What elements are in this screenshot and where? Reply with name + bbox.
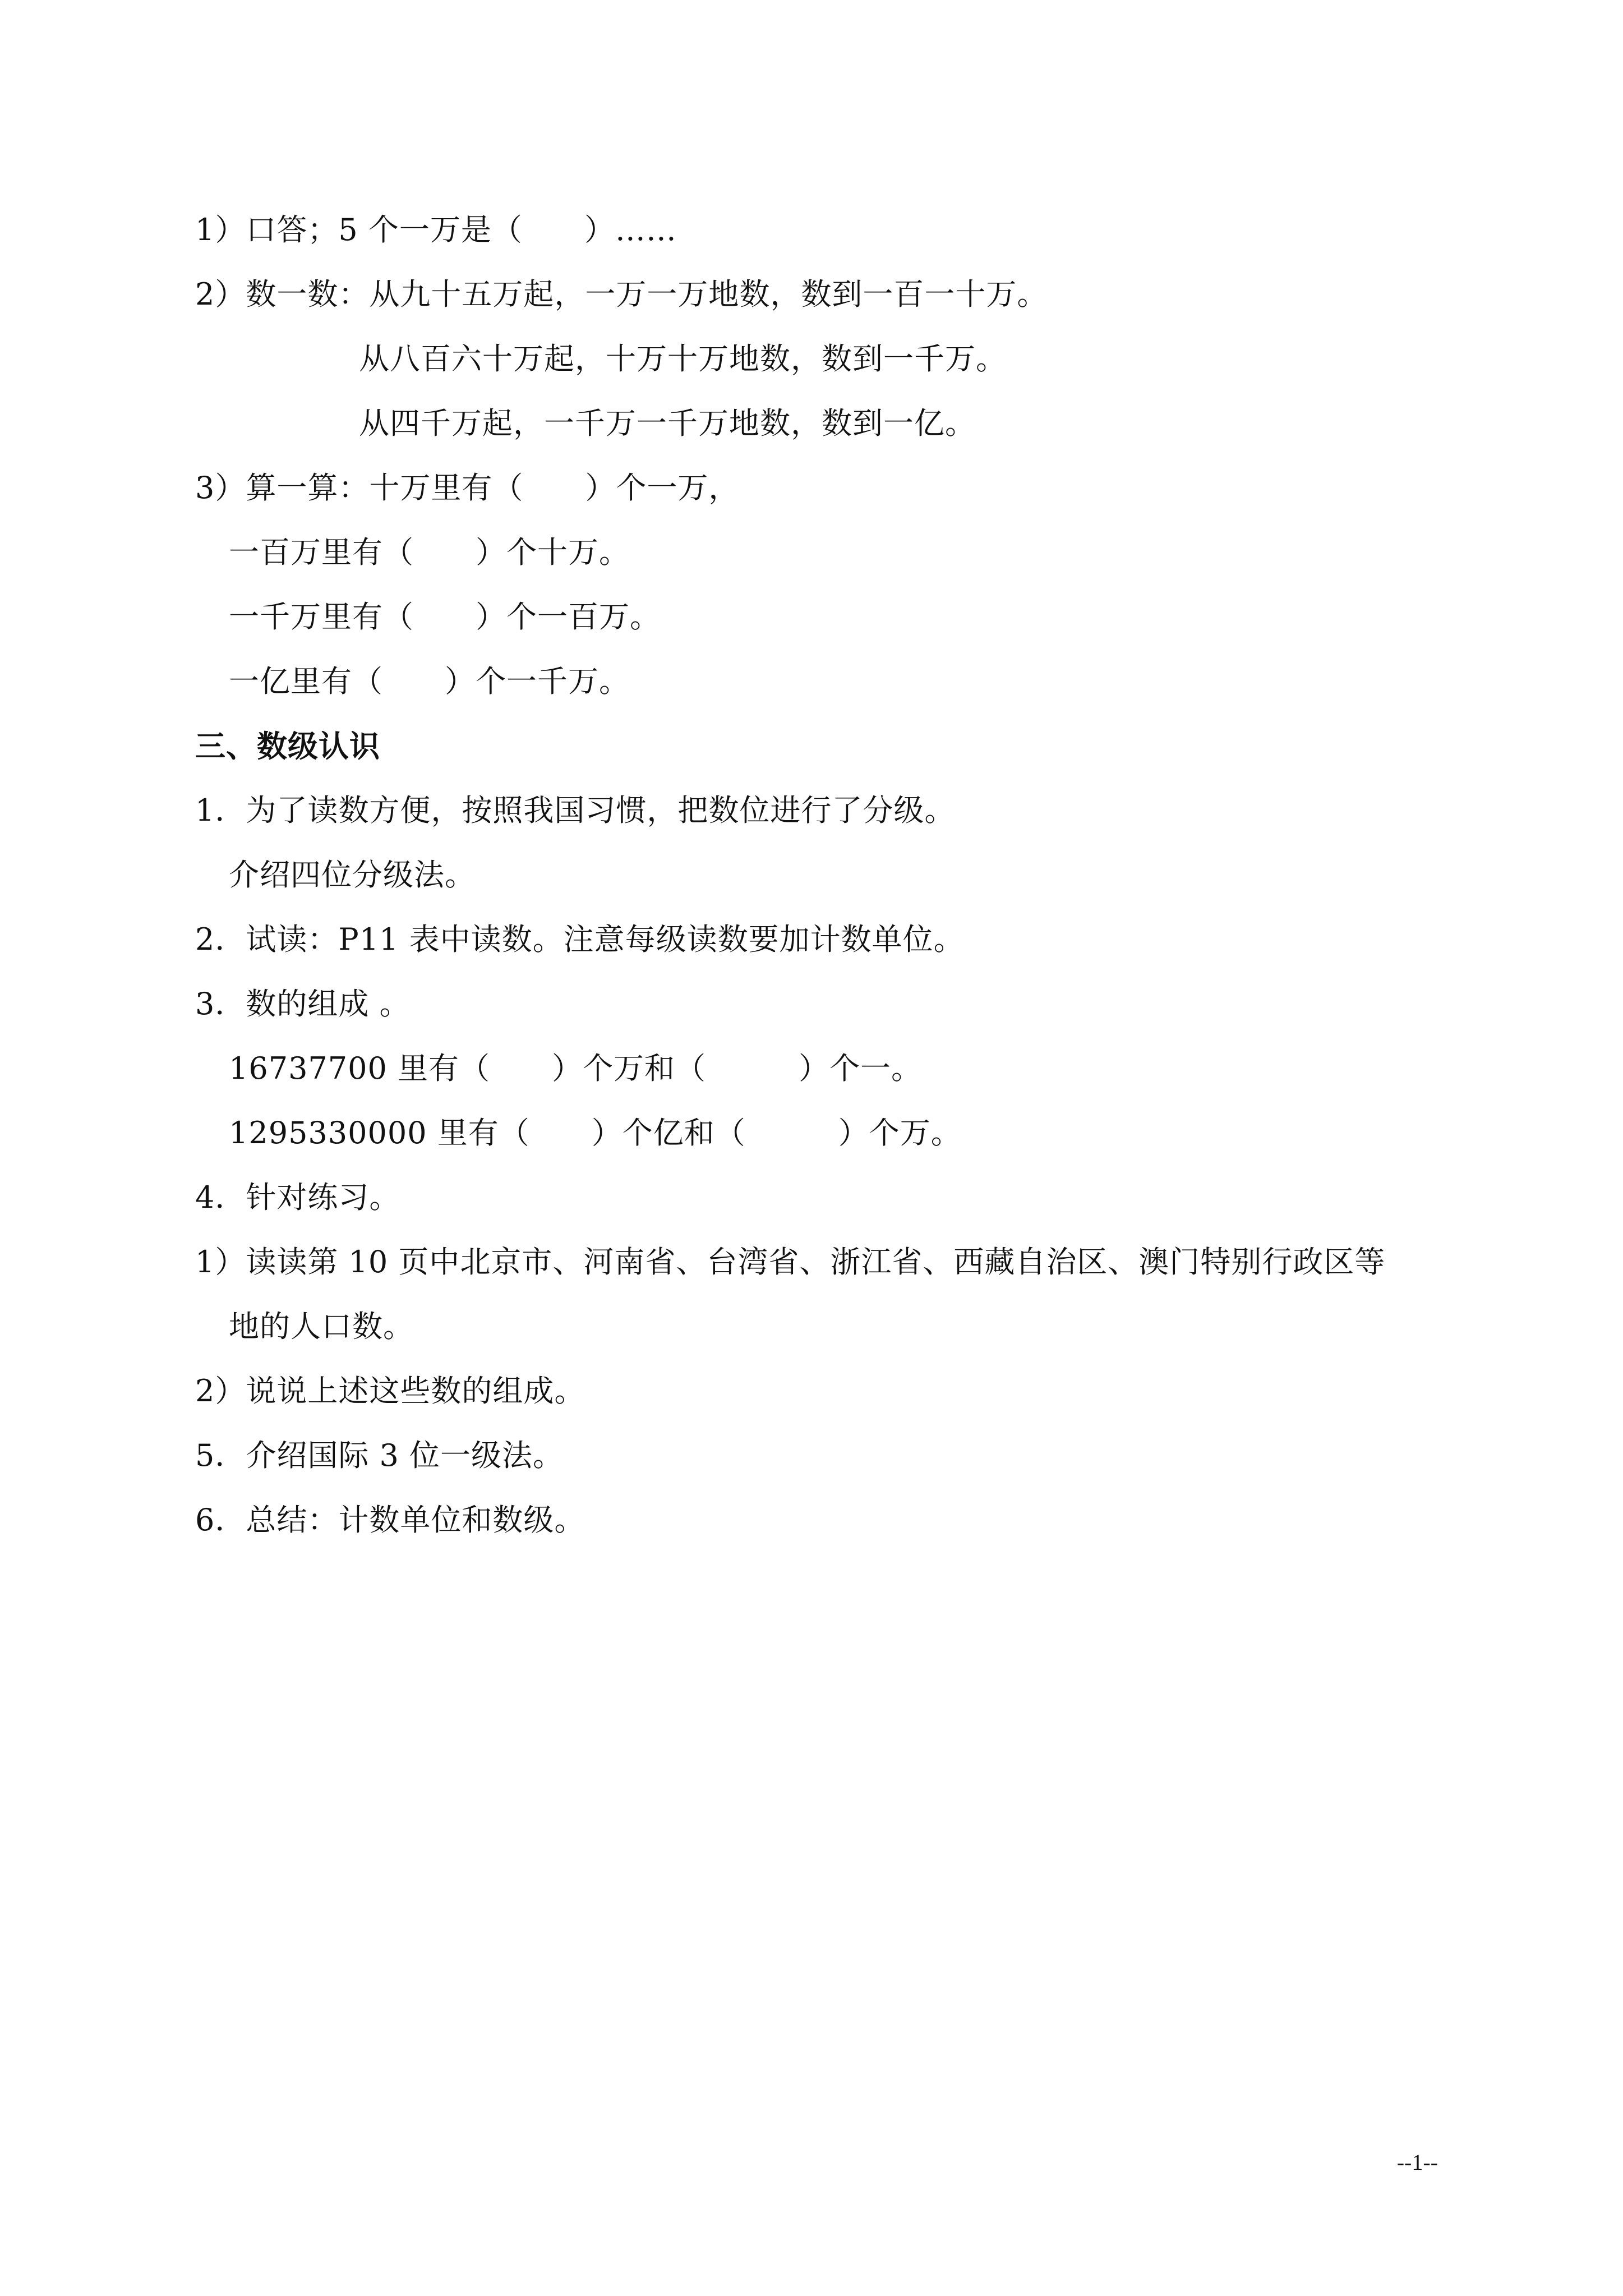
text-line-19: 2）说说上述这些数的组成。 <box>195 1373 585 1409</box>
text-line-18: 地的人口数。 <box>229 1309 414 1344</box>
text-line-15: 1295330000 里有（ ）个亿和（ ）个万。 <box>229 1115 962 1151</box>
text-line-3: 从八百六十万起，十万十万地数，数到一千万。 <box>359 341 1007 376</box>
text-line-17: 1）读读第 10 页中北京市、河南省、台湾省、浙江省、西藏自治区、澳门特别行政区等 <box>195 1244 1386 1280</box>
section-heading: 三、数级认识 <box>195 728 380 764</box>
text-line-14: 16737700 里有（ ）个万和（ ）个一。 <box>229 1051 923 1086</box>
text-line-13: 3．数的组成 。 <box>195 986 411 1022</box>
page-number: --1-- <box>1396 2150 1438 2175</box>
text-line-7: 一千万里有（ ）个一百万。 <box>229 599 661 634</box>
text-line-5: 3）算一算：十万里有（ ）个一万， <box>195 470 740 505</box>
text-line-20: 5．介绍国际 3 位一级法。 <box>195 1438 564 1473</box>
text-line-8: 一亿里有（ ）个一千万。 <box>229 664 630 699</box>
text-line-2: 2）数一数：从九十五万起，一万一万地数，数到一百一十万。 <box>195 277 1048 312</box>
text-line-4: 从四千万起，一千万一千万地数，数到一亿。 <box>359 406 976 441</box>
text-line-21: 6．总结：计数单位和数级。 <box>195 1502 585 1538</box>
text-line-10: 1．为了读数方便，按照我国习惯，把数位进行了分级。 <box>195 793 956 828</box>
text-line-6: 一百万里有（ ）个十万。 <box>229 535 630 570</box>
text-line-12: 2．试读：P11 表中读数。注意每级读数要加计数单位。 <box>195 922 965 957</box>
text-line-16: 4．针对练习。 <box>195 1180 400 1215</box>
text-line-11: 介绍四位分级法。 <box>229 857 476 892</box>
text-line-1: 1）口答；5 个一万是（ ）…… <box>195 212 677 247</box>
